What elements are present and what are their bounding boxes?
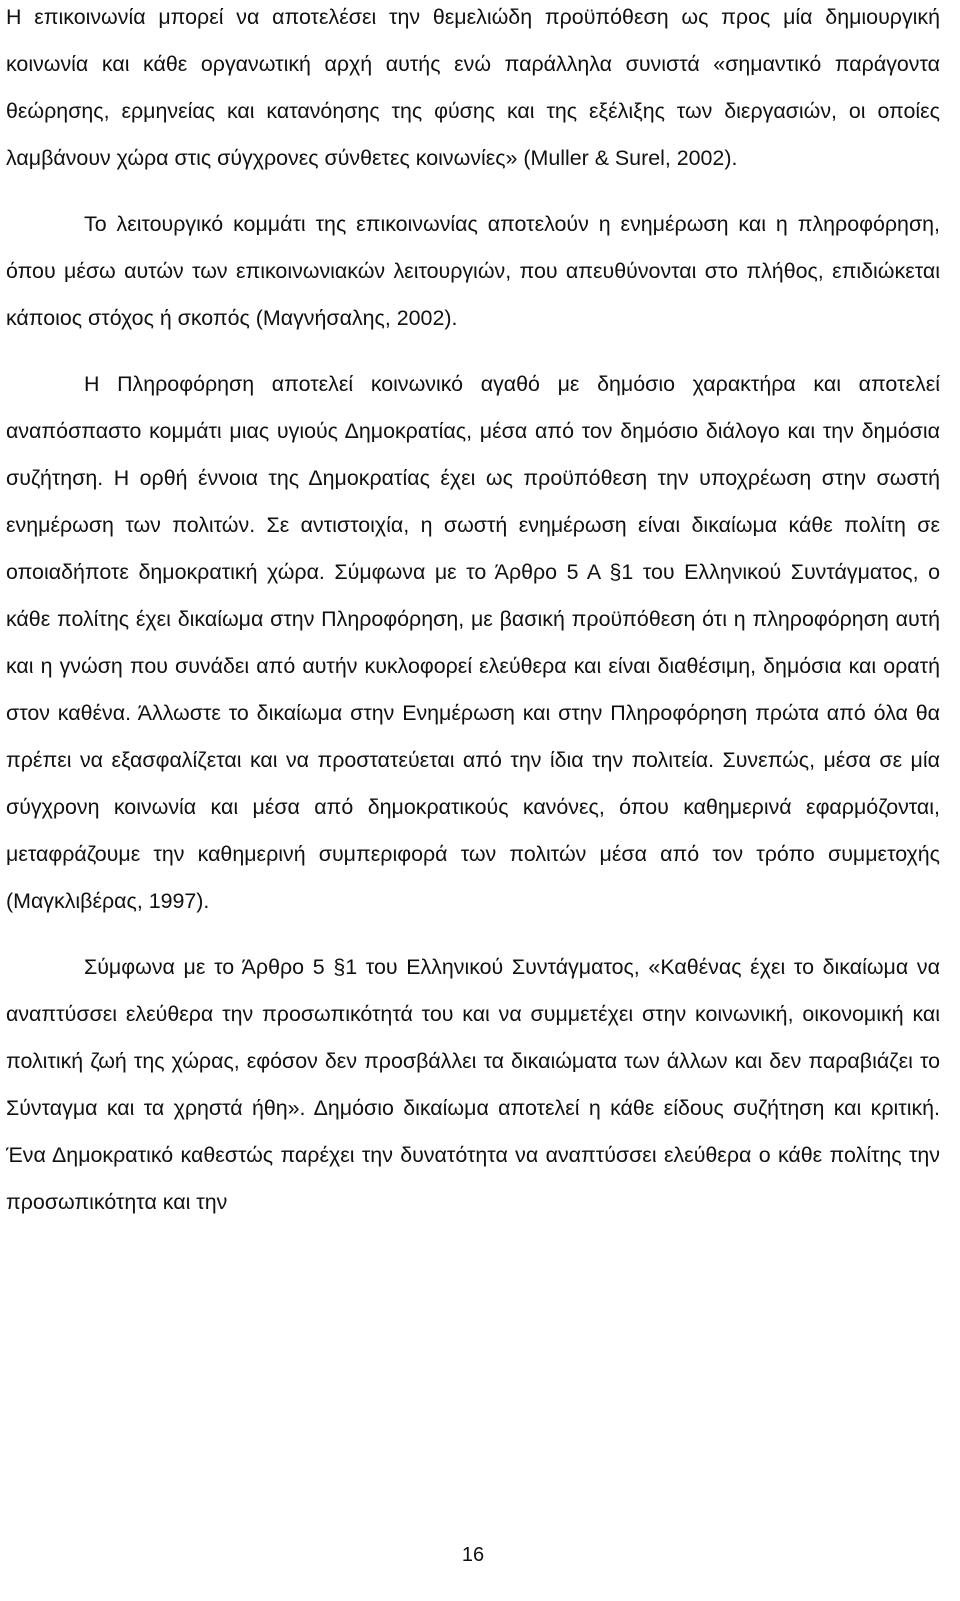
document-page: [6, 0, 940, 1226]
paragraph-4: Σύμφωνα με το Άρθρο 5 §1 του Ελληνικού Συντάγματος, «Καθένας έχει το δικαίωμα να αναπτύσσει ελεύθερα την προσωπικότητά του και να συμμετέχει στην κοινωνική, οικονομική και πολιτική ζωή της χώρας, εφόσον δεν προσβάλλει τα δικαιώματα των άλλων και δεν παραβιάζει το Σύνταγμα και τα χρηστά ήθη». Δημόσιο δικαίωμα αποτελεί η κάθε είδους συζήτηση και κριτική. Ένα Δημοκρατικό καθεστώς παρέχει την δυνατότητα να αναπτύσσει ελεύθερα ο κάθε πολίτης την προσωπικότητα και την: [6, 955, 940, 1214]
paragraph-3: Η Πληροφόρηση αποτελεί κοινωνικό αγαθό με δημόσιο χαρακτήρα και αποτελεί αναπόσπαστο κομμάτι μιας υγιούς Δημοκρατίας, μέσα από τον δημόσιο διάλογο και την δημόσια συζήτηση. Η ορθή έννοια της Δημοκρατίας έχει ως προϋπόθεση την υποχρέωση στην σωστή ενημέρωση των πολιτών. Σε αντιστοιχία, η σωστή ενημέρωση είναι δικαίωμα κάθε πολίτη σε οποιαδήποτε δημοκρατική χώρα. Σύμφωνα με το Άρθρο 5 Α §1 του Ελληνικού Συντάγματος, ο κάθε πολίτης έχει δικαίωμα στην Πληροφόρηση, με βασική προϋπόθεση ότι η πληροφόρηση αυτή και η γνώση που συνάδει από αυτήν κυκλοφορεί ελεύθερα και είναι διαθέσιμη, δημόσια και ορατή στον καθένα. Άλλωστε το δικαίωμα στην Ενημέρωση και στην Πληροφόρηση πρώτα από όλα θα πρέπει να εξασφαλίζεται και να προστατεύεται από την ίδια την πολιτεία. Συνεπώς, μέσα σε μία σύγχρονη κοινωνία και μέσα από δημοκρατικούς κανόνες, όπου καθημερινά εφαρμόζονται, μεταφράζουμε την καθημερινή συμπεριφορά των πολιτών μέσα από τον τρόπο συμμετοχής (Μαγκλιβέρας, 1997).: [6, 372, 940, 913]
paragraph-1: Η επικοινωνία μπορεί να αποτελέσει την θεμελιώδη προϋπόθεση ως προς μία δημιουργική κοινωνία και κάθε οργανωτική αρχή αυτής ενώ παράλληλα συνιστά «σημαντικό παράγοντα θεώρησης, ερμηνείας και κατανόησης της φύσης και της εξέλιξης των διεργασιών, οι οποίες λαμβάνουν χώρα στις σύγχρονες σύνθετες κοινωνίες» (Muller & Surel, 2002).: [6, 5, 940, 170]
paragraph-2: Το λειτουργικό κομμάτι της επικοινωνίας αποτελούν η ενημέρωση και η πληροφόρηση, όπου μέσω αυτών των επικοινωνιακών λειτουργιών, που απευθύνονται στο πλήθος, επιδιώκεται κάποιος στόχος ή σκοπός (Μαγνήσαλης, 2002).: [6, 212, 940, 330]
page-number: 16: [461, 1544, 485, 1566]
